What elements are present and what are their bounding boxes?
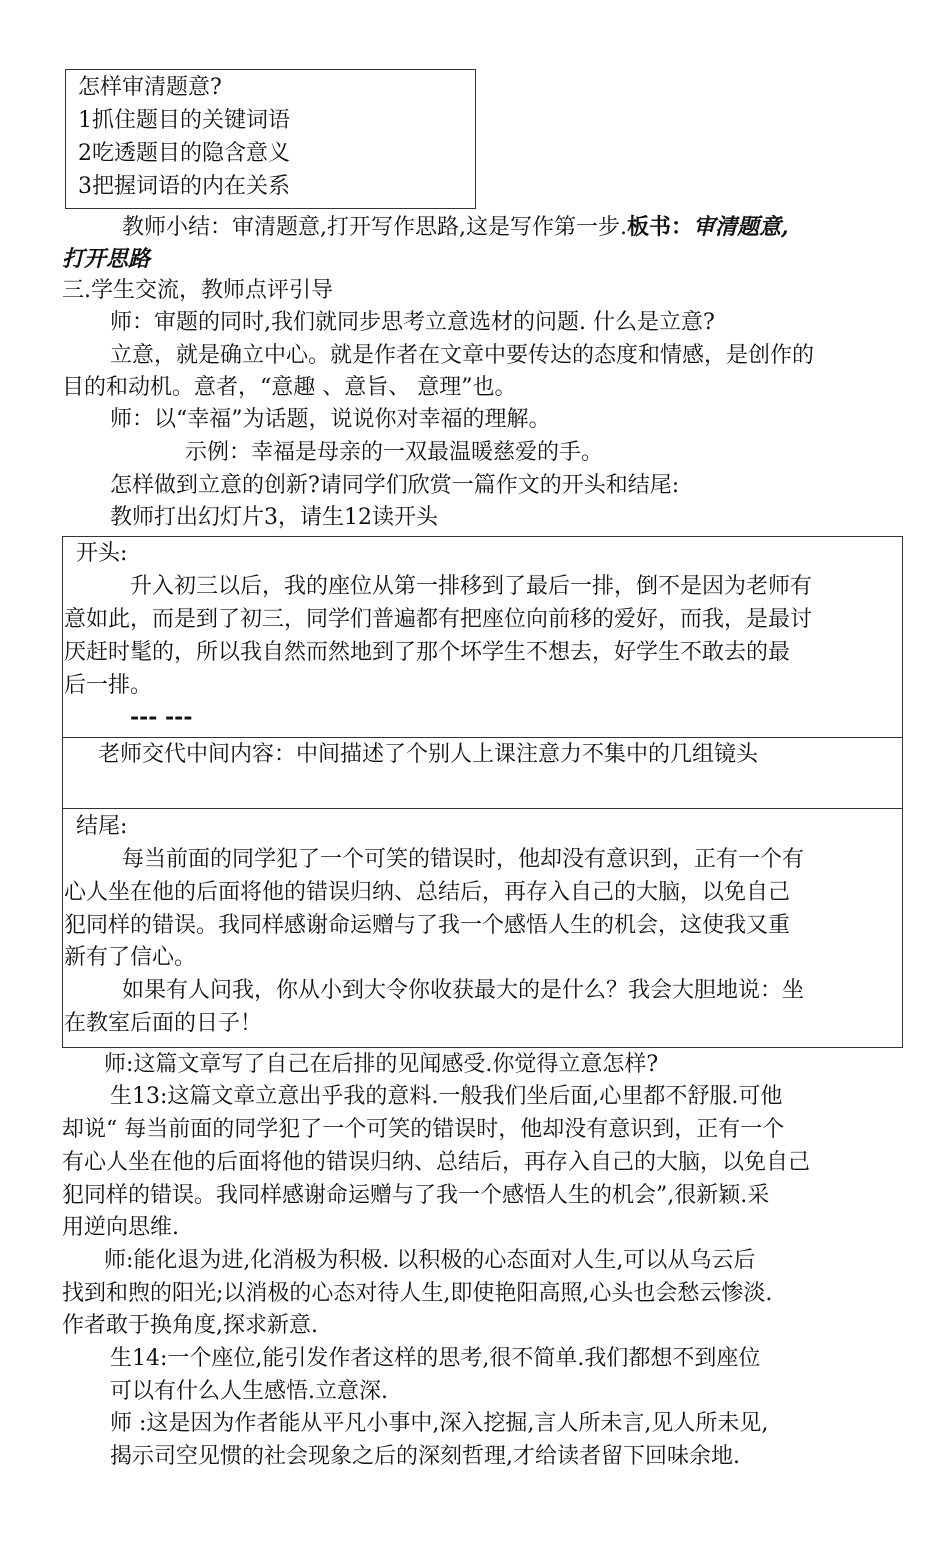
board-content-1: 审清题意, xyxy=(693,214,789,240)
section3-p3: 师：以“幸福”为话题，说说你对幸福的理解。 xyxy=(110,407,551,432)
ending-line-5: 如果有人问我，你从小到大令你收获最大的是什么？我会大胆地说：坐 xyxy=(122,978,805,1003)
ending-line-2: 心人坐在他的后面将他的错误归纳、总结后，再存入自己的大脑，以免自己 xyxy=(64,880,791,905)
teacher-response-2-line-1: 师 :这是因为作者能从平凡小事中,深入挖掘,言人所未言,见人所未见, xyxy=(110,1411,769,1436)
ending-label: 结尾: xyxy=(76,814,128,839)
summary-item-1: 1抓住题目的关键词语 xyxy=(78,108,290,133)
s13-line-3: 有心人坐在他的后面将他的错误归纳、总结后，再存入自己的大脑，以免自己 xyxy=(62,1150,811,1175)
opening-ellipsis: --- --- xyxy=(130,704,193,730)
summary-item-3: 3把握词语的内在关系 xyxy=(78,174,290,199)
board-label: 板书： xyxy=(626,214,693,240)
s14-line-2: 可以有什么人生感悟.立意深. xyxy=(110,1379,388,1404)
section3-p2-line1: 立意，就是确立中心。就是作者在文章中要传达的态度和情感，是创作的 xyxy=(110,343,815,368)
section3-p5: 怎样做到立意的创新?请同学们欣赏一篇作文的开头和结尾: xyxy=(110,473,680,498)
opening-line-3: 厌赶时髦的，所以我自然而然地到了那个坏学生不想去，好学生不敢去的最 xyxy=(64,640,791,665)
s13-line-5: 用逆向思维. xyxy=(62,1215,179,1240)
ending-line-4: 新有了信心。 xyxy=(64,945,197,970)
board-content-2: 打开思路 xyxy=(62,246,151,272)
s13-line-2: 却说“ 每当前面的同学犯了一个可笑的错误时，他却没有意识到，正有一个 xyxy=(62,1117,785,1142)
ending-line-6: 在教室后面的日子！ xyxy=(64,1011,263,1036)
table-divider-2 xyxy=(62,808,903,809)
summary-item-2: 2吃透题目的隐含意义 xyxy=(78,141,290,166)
opening-label: 开头: xyxy=(76,541,128,566)
teacher-response-1-line-2: 找到和煦的阳光;以消极的心态对待人生,即使艳阳高照,心头也会愁云惨淡. xyxy=(62,1281,773,1306)
section3-p1: 师：审题的同时,我们就同步思考立意选材的问题. 什么是立意? xyxy=(110,310,715,335)
s13-line-1: 生13:这篇文章立意出乎我的意料.一般我们坐后面,心里都不舒服.可他 xyxy=(110,1084,783,1109)
section3-p2-line2: 目的和动机。意者，“意趣 、意旨、 意理”也。 xyxy=(62,375,517,400)
teacher-response-2-line-2: 揭示司空见惯的社会现象之后的深刻哲理,才给读者留下回味余地. xyxy=(110,1444,740,1469)
table-divider-1 xyxy=(62,737,903,738)
teacher-question: 师:这篇文章写了自己在后排的见闻感受.你觉得立意怎样? xyxy=(104,1052,659,1077)
s14-line-1: 生14:一个座位,能引发作者这样的思考,很不简单.我们都想不到座位 xyxy=(110,1346,761,1371)
opening-line-1: 升入初三以后，我的座位从第一排移到了最后一排，倒不是因为老师有 xyxy=(130,574,813,599)
teacher-response-1-line-1: 师:能化退为进,化消极为积极. 以积极的心态面对人生,可以从乌云后 xyxy=(104,1248,756,1273)
s13-line-4: 犯同样的错误。我同样感谢命运赠与了我一个感悟人生的机会”,很新颖.采 xyxy=(62,1183,770,1208)
summary-title: 怎样审清题意? xyxy=(78,75,222,100)
teacher-summary-text: 教师小结：审清题意,打开写作思路,这是写作第一步. xyxy=(122,215,627,240)
section3-p4: 示例：幸福是母亲的一双最温暖慈爱的手。 xyxy=(185,440,604,465)
ending-line-3: 犯同样的错误。我同样感谢命运赠与了我一个感悟人生的机会，这使我又重 xyxy=(64,913,791,938)
ending-line-1: 每当前面的同学犯了一个可笑的错误时，他却没有意识到，正有一个有 xyxy=(122,847,805,872)
section3-heading: 三.学生交流，教师点评引导 xyxy=(62,278,333,303)
middle-content: 老师交代中间内容：中间描述了个别人上课注意力不集中的几组镜头 xyxy=(98,742,759,767)
teacher-response-1-line-3: 作者敢于换角度,探求新意. xyxy=(62,1313,318,1338)
teacher-summary xyxy=(122,212,789,243)
section3-p6: 教师打出幻灯片3，请生12读开头 xyxy=(110,505,438,530)
opening-line-2: 意如此，而是到了初三，同学们普遍都有把座位向前移的爱好，而我，是最讨 xyxy=(64,607,813,632)
opening-line-4: 后一排。 xyxy=(64,673,153,698)
